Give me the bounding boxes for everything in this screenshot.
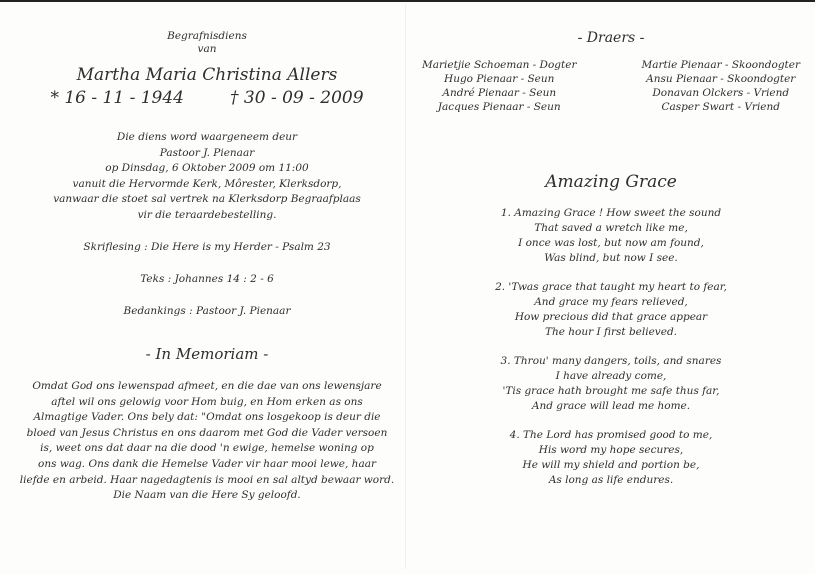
pallbearer: André Pienaar - Seun	[442, 87, 557, 99]
memoriam-line: aftel wil ons gelowig voor Hom buig, en Hom erken as ons	[51, 395, 363, 408]
life-dates	[18, 86, 396, 110]
verse-line: As long as life endures.	[548, 474, 674, 486]
acknowledgements: Bedankings : Pastoor J. Pienaar	[123, 305, 291, 317]
verse-line: I have already come,	[555, 370, 667, 382]
pallbearer: Hugo Pienaar - Seun	[444, 73, 555, 85]
verse-line: And grace will lead me home.	[531, 400, 691, 412]
service-line: Pastoor J. Pienaar	[159, 146, 255, 159]
pallbearer: Ansu Pienaar - Skoondogter	[646, 73, 796, 85]
pallbearers-column-left	[422, 58, 576, 114]
memoriam-title: - In Memoriam -	[145, 345, 269, 363]
pallbearer: Marietjie Schoeman - Dogter	[422, 59, 577, 71]
hymn-verse-4	[418, 428, 804, 488]
top-border	[0, 0, 815, 2]
birth-date: * 16 - 11 - 1944	[50, 88, 184, 108]
verse-line: I once was lost, but now am found,	[518, 237, 704, 249]
hymn-title: Amazing Grace	[545, 172, 677, 192]
verse-line: And grace my fears relieved,	[534, 296, 688, 308]
pallbearer: Donavan Olckers - Vriend	[652, 87, 790, 99]
death-date: † 30 - 09 - 2009	[230, 88, 364, 108]
hymn-verse-3	[418, 354, 804, 414]
pallbearer: Jacques Pienaar - Seun	[437, 101, 561, 113]
hymn-verse-1	[418, 206, 804, 266]
header-line-2: van	[197, 43, 217, 55]
verse-line: His word my hope secures,	[538, 444, 684, 456]
verse-line: Was blind, but now I see.	[544, 252, 678, 264]
memoriam-line: bloed van Jesus Christus en ons daarom met God die Vader versoen	[26, 426, 388, 439]
hymn-verse-2	[418, 280, 804, 340]
verse-line: 2. 'Twas grace that taught my heart to fear,	[495, 281, 727, 293]
pallbearer: Martie Pienaar - Skoondogter	[641, 59, 800, 71]
service-details	[18, 130, 396, 223]
header-line-1: Begrafnisdiens	[167, 30, 247, 42]
pallbearers-list	[418, 58, 804, 114]
memoriam-line: ons wag. Ons dank die Hemelse Vader vir haar mooi lewe, haar	[38, 457, 376, 470]
service-line: vanuit die Hervormde Kerk, Môrester, Klerksdorp,	[72, 177, 342, 190]
verse-line: How precious did that grace appear	[514, 311, 708, 323]
memoriam-line: Die Naam van die Here Sy geloofd.	[113, 489, 301, 502]
right-page	[418, 30, 804, 488]
deceased-name: Martha Maria Christina Allers	[76, 65, 338, 85]
scripture-reading: Skriflesing : Die Here is my Herder - Psalm 23	[83, 241, 331, 253]
service-line: vir die teraardebestelling.	[137, 208, 277, 221]
service-line: Die diens word waargeneem deur	[116, 131, 298, 143]
memoriam-line: Omdat God ons lewenspad afmeet, en die dae van ons lewensjare	[32, 380, 382, 392]
memoriam-paragraph	[18, 379, 396, 504]
verse-line: 3. Throu' many dangers, toils, and snares	[500, 355, 722, 367]
service-line: vanwaar die stoet sal vertrek na Klerksdorp Begraafplaas	[53, 193, 361, 205]
memoriam-line: is, weet ons dat daar na die dood 'n ewige, hemelse woning op	[40, 442, 374, 455]
pallbearers-title: - Draers -	[577, 30, 645, 46]
verse-line: That saved a wretch like me,	[534, 222, 688, 234]
pallbearers-column-right	[642, 58, 801, 114]
memoriam-line: Almagtige Vader. Ons bely dat: "Omdat ons losgekoop is deur die	[33, 411, 381, 424]
verse-line: 'Tis grace hath brought me safe thus far,	[502, 385, 720, 397]
verse-line: The hour I first believed.	[544, 326, 678, 338]
sermon-text: Teks : Johannes 14 : 2 - 6	[140, 273, 274, 285]
verse-line: He will my shield and portion be,	[522, 459, 700, 471]
verse-line: 4. The Lord has promised good to me,	[509, 429, 713, 441]
page-fold	[405, 4, 406, 569]
left-page	[18, 30, 396, 504]
memoriam-line: liefde en arbeid. Haar nagedagtenis is mooi en sal altyd bewaar word.	[19, 473, 395, 486]
service-line: op Dinsdag, 6 Oktober 2009 om 11:00	[105, 162, 309, 174]
pallbearer: Casper Swart - Vriend	[661, 101, 781, 113]
verse-line: 1. Amazing Grace ! How sweet the sound	[500, 207, 722, 219]
